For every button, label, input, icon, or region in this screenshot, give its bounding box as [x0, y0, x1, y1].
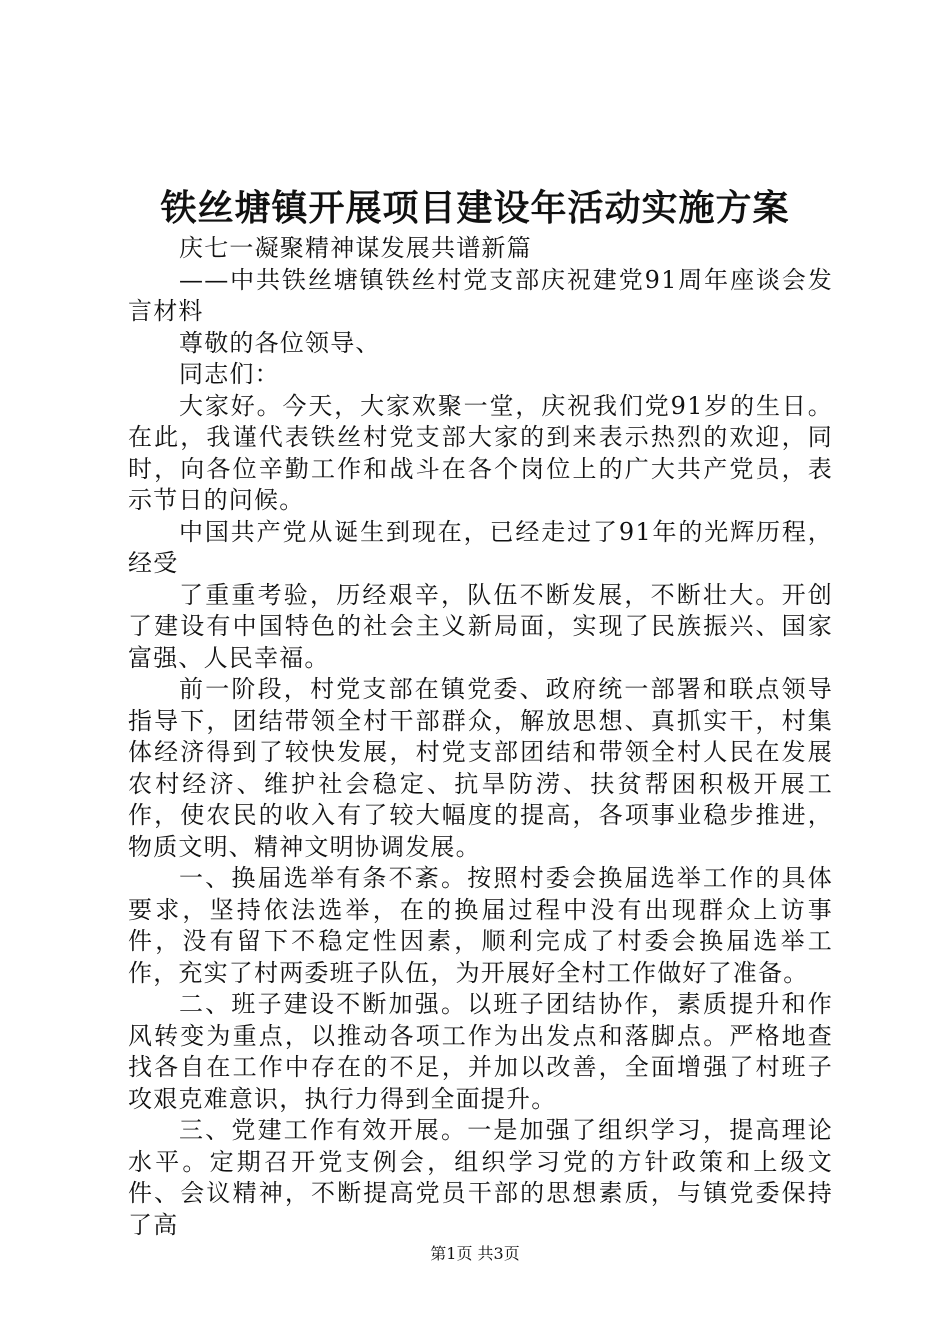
paragraph-history: 中国共产党从诞生到现在，已经走过了91年的光辉历程，经受 — [128, 517, 833, 577]
paragraph-salutation: 尊敬的各位领导、 — [179, 328, 381, 357]
paragraph-section-3: 三、党建工作有效开展。一是加强了组织学习，提高理论水平。定期召开党支例会，组织学习党的方针政策和上级文件、会议精神，不断提高党员干部的思想素质，与镇党委保持了高 — [128, 1116, 833, 1239]
paragraph-history-cont: 了重重考验，历经艰辛，队伍不断发展，不断壮大。开创了建设有中国特色的社会主义新局面，实现了民族振兴、国家富强、人民幸福。 — [128, 580, 833, 672]
paragraph-subtitle: 庆七一凝聚精神谋发展共谱新篇 — [179, 234, 532, 262]
paragraph-progress: 前一阶段，村党支部在镇党委、政府统一部署和联点领导指导下，团结带领全村干部群众，解放思想、真抓实干，村集体经济得到了较快发展，村党支部团结和带领全村人民在发展农村经济、维护社会稳定、抗旱防涝、扶贫帮困积极开展工作，使农民的收入有了较大幅度的提高，各项事业稳步推进，物质文明、精神文明协调发展。 — [128, 675, 833, 861]
paragraph-salutation-2: 同志们： — [179, 360, 280, 388]
document-title: 铁丝塘镇开展项目建设年活动实施方案 — [160, 187, 790, 229]
paragraph-section-1: 一、换届选举有条不紊。按照村委会换届选举工作的具体要求，坚持依法选举，在的换届过程中没有出现群众上访事件，没有留下不稳定性因素，顺利完成了村委会换届选举工作，充实了村两委班子队伍，为开展好全村工作做好了准备。 — [128, 864, 833, 987]
page-footer: 第1页 共3页 — [430, 1244, 520, 1263]
document-body — [128, 233, 833, 1241]
paragraph-greeting: 大家好。今天，大家欢聚一堂，庆祝我们党91岁的生日。在此，我谨代表铁丝村党支部大家的到来表示热烈的欢迎，同时，向各位辛勤工作和战斗在各个岗位上的广大共产党员，表示节日的问候。 — [128, 391, 833, 514]
paragraph-section-2: 二、班子建设不断加强。以班子团结协作，素质提升和作风转变为重点，以推动各项工作为出发点和落脚点。严格地查找各自在工作中存在的不足，并加以改善，全面增强了村班子攻艰克难意识，执行力得到全面提升。 — [128, 990, 833, 1113]
paragraph-source: ——中共铁丝塘镇铁丝村党支部庆祝建党91周年座谈会发言材料 — [128, 265, 833, 325]
